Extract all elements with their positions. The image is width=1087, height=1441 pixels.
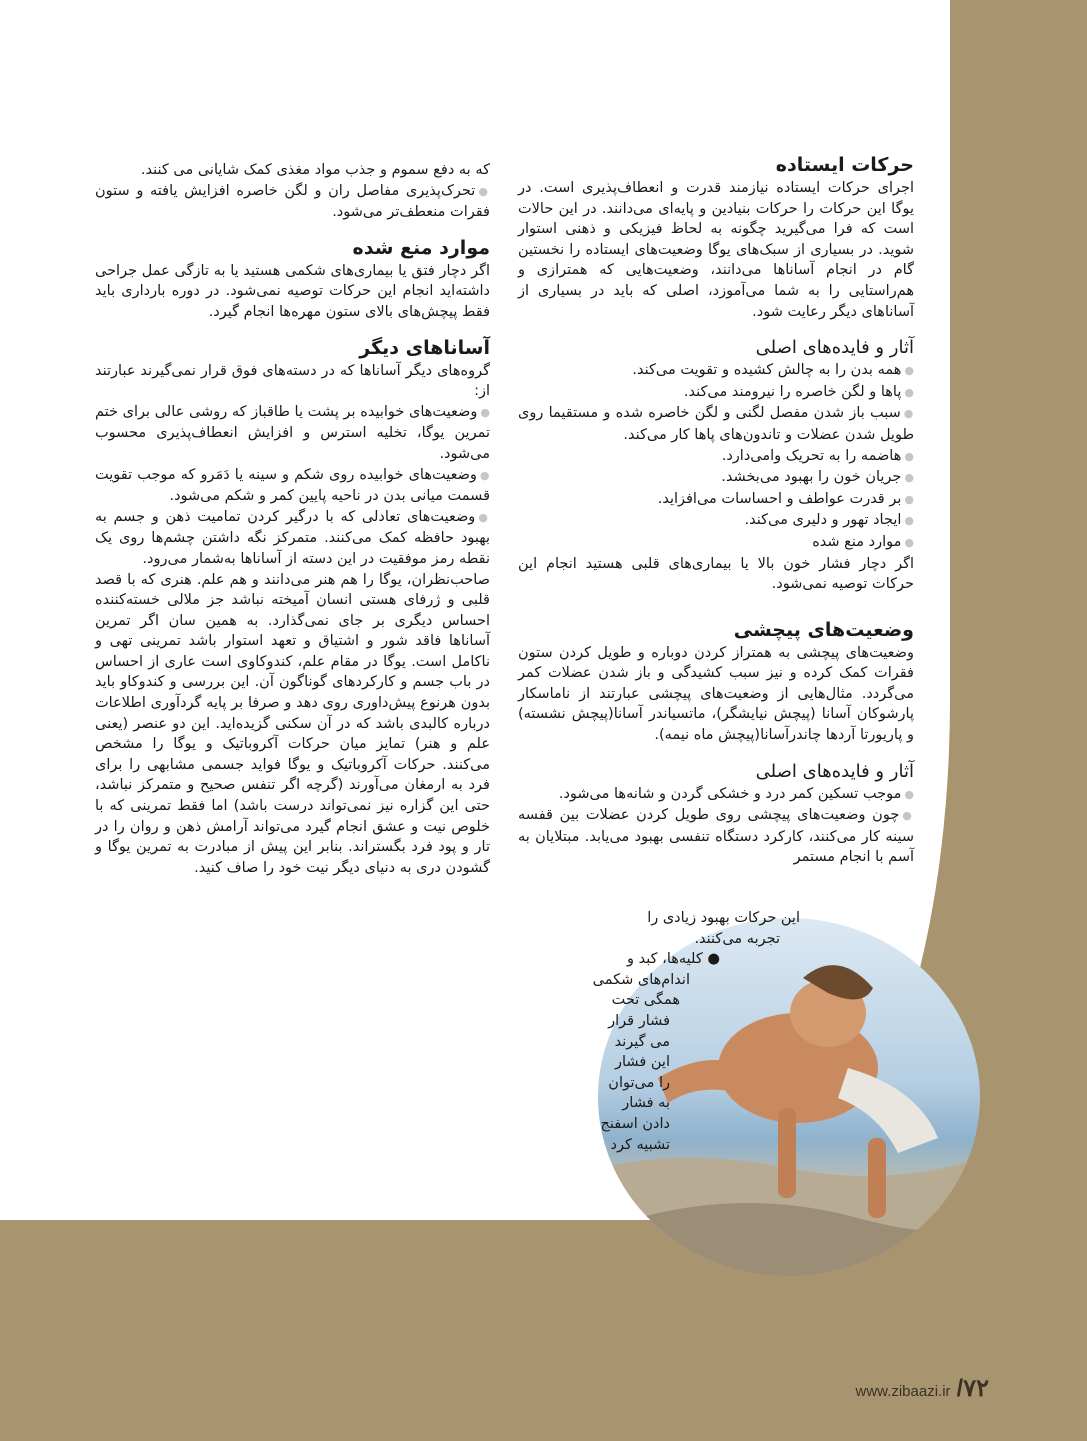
list-item: ● هاضمه را به تحریک وامی‌دارد.	[518, 446, 914, 468]
list-item: ● جریان خون را بهبود می‌بخشد.	[518, 467, 914, 489]
list-item: ● همه بدن را به چالش کشیده و تقویت می‌کند.	[518, 360, 914, 382]
wrap-line: این فشار	[615, 1054, 670, 1071]
heading-twisting-poses: وضعیت‌های پیچشی	[733, 618, 914, 641]
right-column	[518, 140, 914, 868]
bullets-other-asanas	[95, 402, 490, 570]
paragraph-lead: که به دفع سموم و جذب مواد مغذی کمک شایانی می کنند.	[140, 162, 490, 178]
list-item: ● موجب تسکین کمر درد و خشکی گردن و شانه‌ها می‌شود.	[518, 784, 914, 806]
list-item: ● وضعیت‌های تعادلی که با درگیر کردن تمامیت ذهن و جسم به بهبود حافظه کمک می‌کنند. متمرکز نگه داشتن چشم‌ها روی یک نقطه رمز موفقیت در این دسته از آساناها به‌شمار می‌رود.	[95, 507, 490, 570]
wrap-line: تشبیه کرد	[610, 1136, 670, 1153]
heading-other-asanas: آساناهای دیگر	[359, 336, 490, 359]
paragraph-contraindications: اگر دچار فتق یا بیماری‌های شکمی هستید یا به تازگی عمل جراحی داشته‌اید انجام این حرکات توصیه نمی‌شود. در دوره بارداری باید فقط پیچش‌های بالای ستون مهره‌ها انجام گیرد.	[95, 262, 490, 320]
paragraph-closing: صاحب‌نظران، یوگا را هم هنر می‌دانند و هم علم. هنری که با قصد قلبی و ژرفای هستی انسان آمیخته نباشد جز ملالی خسته‌کننده احساس دیگری بر جای نمی‌گذارد. به همین سان اگر تمرین آساناها فاقد شور و اشتیاق و تعهد استوار باشد تمرینی تهی و ناکامل است. یوگا در مقام علم، کندوکاوی است عاری از احساس در باب جسم و کارکردهای گوناگون آن. این بررسی و کندوکاو باید بدون هرنوع پیش‌داوری روی دهد و صرفا بر پایه گردآوری اطلاعات درباره کالبدی باشد که در آن سکنی گزیده‌اید. این دو عنصر (یعنی علم و هنر) تمایز میان حرکات آکروباتیک و یوگا را مشخص می‌کنند. حرکات آکروباتیک و یوگا فواید جسمی مشابهی را برای فرد به ارمغان می‌آورند (گرچه اگر تنفس صحیح و متمرکز نباشد، حتی این گزاره نیز نمی‌تواند درست باشد) اما فقط تمرینی که با خلوص نیت و عشق انجام گیرد می‌تواند آرامش ذهن و روان را در تار و پود فرد بگستراند. بنابر این پیش از مبادرت به تمرین یوگا و گشودن دری به دنیای دیگر نیت خود را صاف کنید.	[95, 571, 490, 876]
page-number: /۷۲	[956, 1375, 989, 1402]
list-item: ● سبب باز شدن مفصل لگنی و لگن خاصره شده و مستقیما روی طویل شدن عضلات و تاندون‌های پاها کار می‌کند.	[518, 403, 914, 445]
wrap-line: دادن اسفنج	[600, 1115, 670, 1132]
wrap-line: به فشار	[622, 1095, 670, 1112]
paragraph-twisting-poses: وضعیت‌های پیچشی به همتراز کردن دوباره و طویل کردن ستون فقرات کمک کرده و نیز سبب کشیدگی و باز شدن عضلات کمر می‌گردد. مثال‌هایی از وضعیت‌های پیچشی عبارتند از ناماسکار پارشوکان آسانا (پیچش نیایشگر)، ماتسیاندر آسانا(پیچش نشسته) و پاریورتا آردها چاندرآسانا(پیچش ماه نیمه).	[518, 644, 914, 744]
list-item: ● چون وضعیت‌های پیچشی روی طویل کردن عضلات بین قفسه سینه کار می‌کنند، کارکرد دستگاه تنفسی بهبود می‌یابد. مبتلایان به آسم با انجام مستمر	[518, 805, 914, 868]
website-url[interactable]: www.zibaazi.ir	[855, 1383, 951, 1400]
list-item: ● بر قدرت عواطف و احساسات می‌افزاید.	[518, 489, 914, 511]
wrap-line: همگی تحت	[611, 992, 680, 1009]
heading-standing-poses: حرکات ایستاده	[775, 154, 914, 176]
list-item: ● ایجاد تهور و دلیری می‌کند.	[518, 510, 914, 532]
wrap-line: می گیرند	[614, 1033, 670, 1050]
bullets-top	[95, 181, 490, 223]
benefits-list-2	[518, 784, 914, 868]
left-column	[95, 160, 490, 878]
paragraph-other-asanas: گروه‌های دیگر آساناها که در دسته‌های فوق قرار نمی‌گیرند عبارتند از:	[95, 362, 490, 400]
wrap-line: فشار قرار	[608, 1012, 670, 1029]
photo-wrap-text	[470, 908, 800, 1155]
wrap-line: تجربه می‌کنند.	[694, 930, 780, 947]
wrap-line: را می‌توان	[608, 1074, 670, 1091]
heading-main-benefits-1: آثار و فایده‌های اصلی	[755, 337, 914, 359]
list-item: ● وضعیت‌های خوابیده روی شکم و سینه یا دَمَرو که موجب تقویت قسمت میانی بدن در ناحیه پایین کمر و شکم می‌شود.	[95, 465, 490, 507]
wrap-line: اندام‌های شکمی	[592, 971, 690, 988]
list-item: ● وضعیت‌های خوابیده بر پشت یا طاقباز که روشی عالی برای ختم تمرین یوگا، تخلیه استرس و افزایش انعطاف‌پذیری محسوب می‌شود.	[95, 402, 490, 465]
list-item: ● پاها و لگن خاصره را نیرومند می‌کند.	[518, 382, 914, 404]
benefits-list-1	[518, 360, 914, 553]
heading-contraindications: موارد منع شده	[352, 236, 490, 259]
page-footer	[856, 1374, 989, 1403]
list-item: ● موارد منع شده	[518, 532, 914, 554]
wrap-line: ● کلیه‌ها، کبد و	[627, 951, 720, 968]
paragraph-contraindications-1: اگر دچار فشار خون بالا یا بیماری‌های قلبی هستید انجام این حرکات توصیه نمی‌شود.	[518, 555, 914, 593]
list-item: ● تحرک‌پذیری مفاصل ران و لگن خاصره افزایش یافته و ستون فقرات منعطف‌تر می‌شود.	[95, 181, 490, 223]
wrap-line: این حرکات بهبود زیادی را	[647, 910, 800, 926]
paragraph-standing-poses: اجرای حرکات ایستاده نیازمند قدرت و انعطاف‌پذیری است. در یوگا این حرکات را حرکات بنیادین و پایه‌ای می‌دانند. در این حالات است که فرا می‌گیرید چگونه به لحاظ فیزیکی و ذهنی استوار شوید. در بسیاری از سبک‌های یوگا وضعیت‌های ایستاده را نخستین گام در انجام آسانا‌ها می‌دانند، وضعیت‌هایی که همترازی و هم‌راستایی را به شما می‌آموزد، اصلی که باید در بسیاری از آساناهای دیگر رعایت شود.	[518, 180, 914, 320]
heading-main-benefits-2: آثار و فایده‌های اصلی	[755, 760, 914, 782]
